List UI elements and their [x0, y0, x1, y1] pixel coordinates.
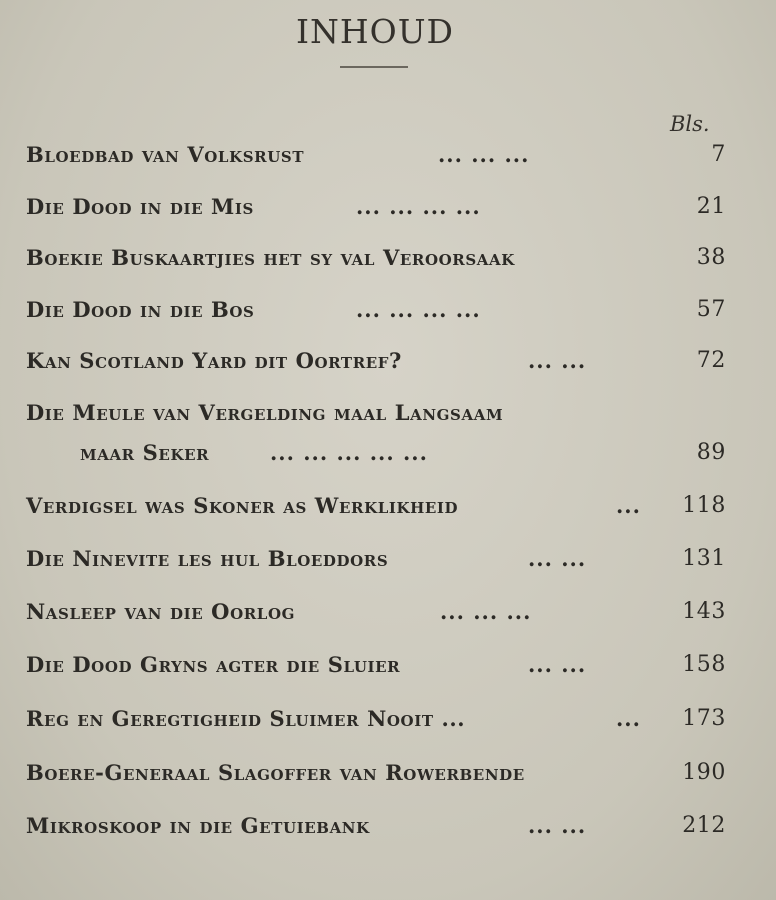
entry-title: Nasleep van die Oorlog	[26, 599, 296, 624]
entry-title: Mikroskoop in die Getuiebank	[26, 813, 370, 838]
entry-page: 131	[682, 546, 726, 571]
entry-title: Reg en Geregtigheid Sluimer Nooit ...	[26, 706, 466, 731]
entry-page: 158	[682, 652, 726, 677]
toc-entry	[26, 813, 726, 847]
entry-title: Verdigsel was Skoner as Werklikheid	[26, 493, 459, 518]
entry-leader: ... ...	[528, 652, 587, 677]
entry-title: Die Dood Gryns agter die Sluier	[26, 652, 401, 677]
entry-page: 173	[682, 706, 726, 731]
entry-title: maar Seker	[80, 440, 210, 465]
entry-leader: ...	[616, 493, 641, 518]
entry-leader: ...	[616, 706, 641, 731]
entry-title: Die Dood in die Bos	[26, 297, 255, 322]
entry-leader: ... ... ... ... ...	[270, 440, 428, 465]
entry-page: 7	[711, 142, 726, 167]
toc-entry	[26, 142, 726, 176]
toc-entry	[26, 706, 726, 740]
toc-entry	[26, 652, 726, 686]
toc-entry	[26, 348, 726, 382]
entry-page: 89	[696, 440, 726, 465]
entry-leader: ... ...	[528, 348, 587, 373]
entry-leader: ... ...	[528, 546, 587, 571]
entry-page: 38	[696, 245, 726, 270]
entry-page: 190	[682, 760, 726, 785]
entry-page: 143	[682, 599, 726, 624]
toc-entry	[26, 194, 726, 228]
toc-entry-continued	[26, 440, 726, 474]
entry-leader: ... ... ...	[440, 599, 532, 624]
entry-title: Bloedbad van Volksrust	[26, 142, 305, 167]
entry-leader: ... ... ... ...	[356, 297, 481, 322]
entry-page: 57	[696, 297, 726, 322]
toc-entry	[26, 599, 726, 633]
entry-leader: ... ...	[528, 813, 587, 838]
entry-page: 72	[696, 348, 726, 373]
toc-entry	[26, 546, 726, 580]
entry-title: Die Meule van Vergelding maal Langsaam	[26, 400, 504, 425]
entry-page: 212	[682, 813, 726, 838]
title-underline	[340, 66, 408, 68]
toc-entry	[26, 493, 726, 527]
toc-entry	[26, 245, 726, 279]
entry-title: Boere-Generaal Slagoffer van Rowerbende	[26, 760, 525, 785]
toc-entry	[26, 400, 726, 434]
entry-leader: ... ... ...	[438, 142, 530, 167]
entry-page: 21	[696, 194, 726, 219]
page-title: INHOUD	[295, 12, 454, 51]
entry-page: 118	[682, 493, 726, 518]
page-column-label: Bls.	[670, 112, 710, 136]
entry-title: Die Ninevite les hul Bloeddors	[26, 546, 389, 571]
toc-entry	[26, 760, 726, 794]
entry-title: Die Dood in die Mis	[26, 194, 254, 219]
toc-entry	[26, 297, 726, 331]
entry-leader: ... ... ... ...	[356, 194, 481, 219]
entry-title: Boekie Buskaartjies het sy val Veroorsaak	[26, 245, 515, 270]
entry-title: Kan Scotland Yard dit Oortref?	[26, 348, 402, 373]
